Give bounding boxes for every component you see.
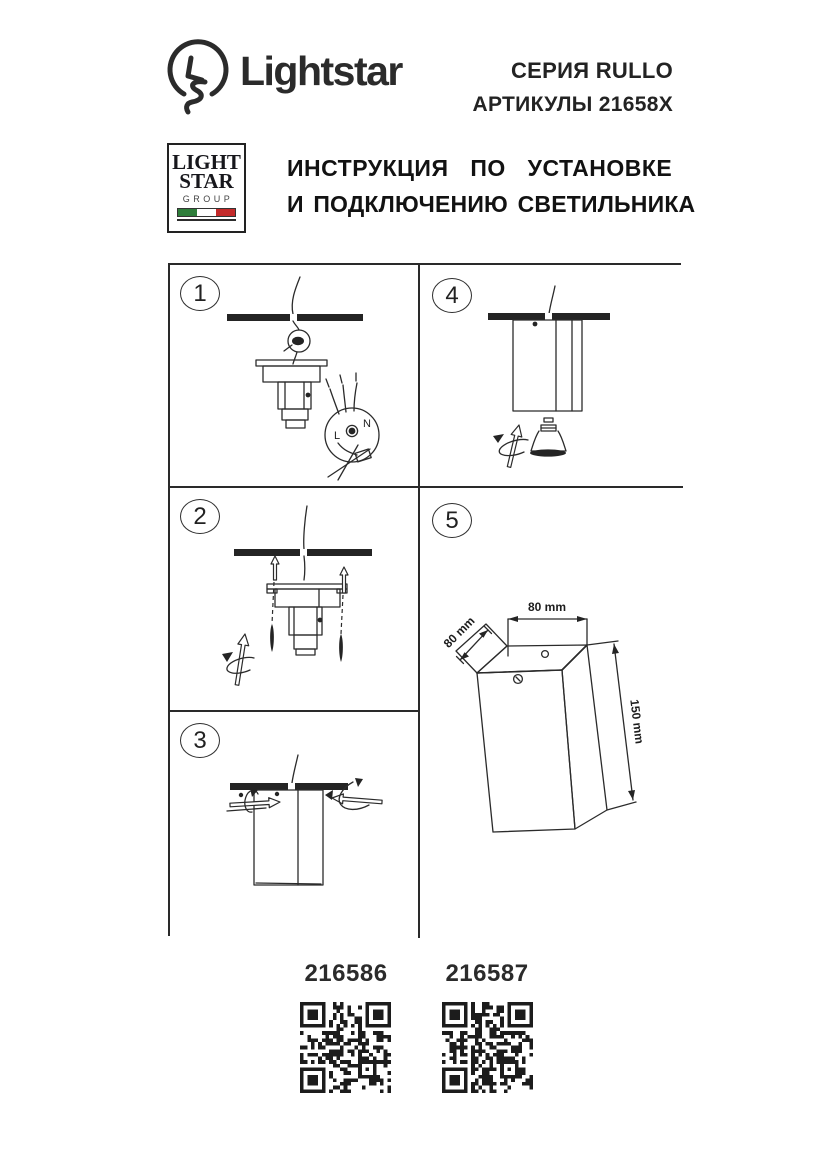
mains-cable — [292, 755, 298, 783]
cable-gap — [288, 783, 295, 790]
cable-to-bracket — [293, 352, 297, 364]
step-number: 1 — [193, 279, 207, 307]
brand-wordmark: Lightstar — [240, 48, 402, 94]
step-number: 5 — [445, 506, 459, 534]
screw-dot-right — [275, 792, 279, 796]
lamp-body — [513, 320, 582, 411]
cable-gap — [290, 314, 297, 321]
step-number-badge-3 — [180, 723, 220, 758]
dimension-side-width — [441, 614, 492, 664]
terminal-label-n: N — [363, 418, 371, 430]
mains-cable — [549, 286, 555, 314]
step-number: 4 — [445, 281, 459, 309]
step-panel-2 — [170, 488, 420, 712]
mounting-bracket — [256, 360, 327, 428]
fasten-arrow-right — [325, 778, 382, 809]
dimension-label-top: 80 mm — [527, 600, 567, 614]
flag-underline — [177, 219, 236, 221]
articles-line: АРТИКУЛЫ 21658X — [472, 93, 673, 116]
rotation-arrow-icon — [222, 634, 254, 685]
screw-dot — [533, 322, 538, 327]
screwdriver-line-2 — [338, 445, 358, 480]
step-number: 3 — [193, 726, 207, 754]
cable-gap — [545, 313, 552, 320]
logo-line-light: LIGHT — [172, 150, 241, 174]
cable-clamp — [292, 337, 304, 345]
terminal-label-l: L — [334, 430, 341, 442]
flag-white — [197, 209, 216, 216]
qr-code-2 — [442, 1002, 533, 1093]
qr-code-1 — [300, 1002, 391, 1093]
article-number-2: 216587 — [445, 960, 529, 987]
cable-gap — [300, 549, 307, 556]
mains-cable — [304, 506, 307, 549]
flag-green — [178, 209, 197, 216]
lightstar-group-logo — [167, 143, 246, 233]
step-number: 2 — [193, 502, 207, 530]
cable-below-ceiling — [304, 556, 305, 580]
step-number-badge-5 — [432, 503, 472, 538]
dimension-label-side: 80 mm — [440, 613, 478, 651]
flag-red — [216, 209, 235, 216]
lamp-box-isometric — [456, 624, 607, 832]
step-panel-3 — [170, 712, 420, 938]
lightstar-bulb-icon — [160, 36, 236, 116]
rotation-arrow-icon — [493, 425, 528, 467]
title-line-2: И ПОДКЛЮЧЕНИЮ СВЕТИЛЬНИКА — [287, 191, 696, 217]
gu10-bulb-icon — [530, 418, 566, 457]
wire-hole — [542, 651, 549, 658]
dimension-top-width — [508, 600, 587, 656]
article-number-1: 216586 — [304, 960, 388, 987]
mains-cable — [292, 277, 300, 314]
step-panel-5 — [420, 488, 683, 938]
step-number-badge-2 — [180, 499, 220, 534]
screwdriver-line — [328, 449, 370, 477]
header-product-info — [473, 58, 673, 117]
step-panel-1 — [170, 265, 420, 488]
dimension-height — [587, 641, 647, 810]
logo-line-group: GROUP — [182, 194, 234, 204]
mounting-plate — [267, 584, 347, 655]
step-number-badge-4 — [432, 278, 472, 313]
steps-grid — [168, 263, 681, 936]
cable-below-ceiling — [293, 321, 299, 330]
dimension-label-height: 150 mm — [627, 698, 647, 745]
title-line-1: ИНСТРУКЦИЯ ПО УСТАНОВКЕ — [287, 155, 673, 181]
screw-dot-left — [239, 793, 243, 797]
step-5-dimension-diagram — [420, 488, 679, 934]
step-number-badge-1 — [180, 276, 220, 311]
italian-flag-icon — [177, 208, 236, 217]
screw-right — [339, 567, 348, 662]
step-panel-4 — [420, 265, 683, 488]
series-title: СЕРИЯ RULLO — [510, 58, 673, 83]
terminal-detail-circle — [325, 408, 379, 480]
logo-line-star: STAR — [179, 169, 234, 193]
document-title — [287, 155, 696, 218]
